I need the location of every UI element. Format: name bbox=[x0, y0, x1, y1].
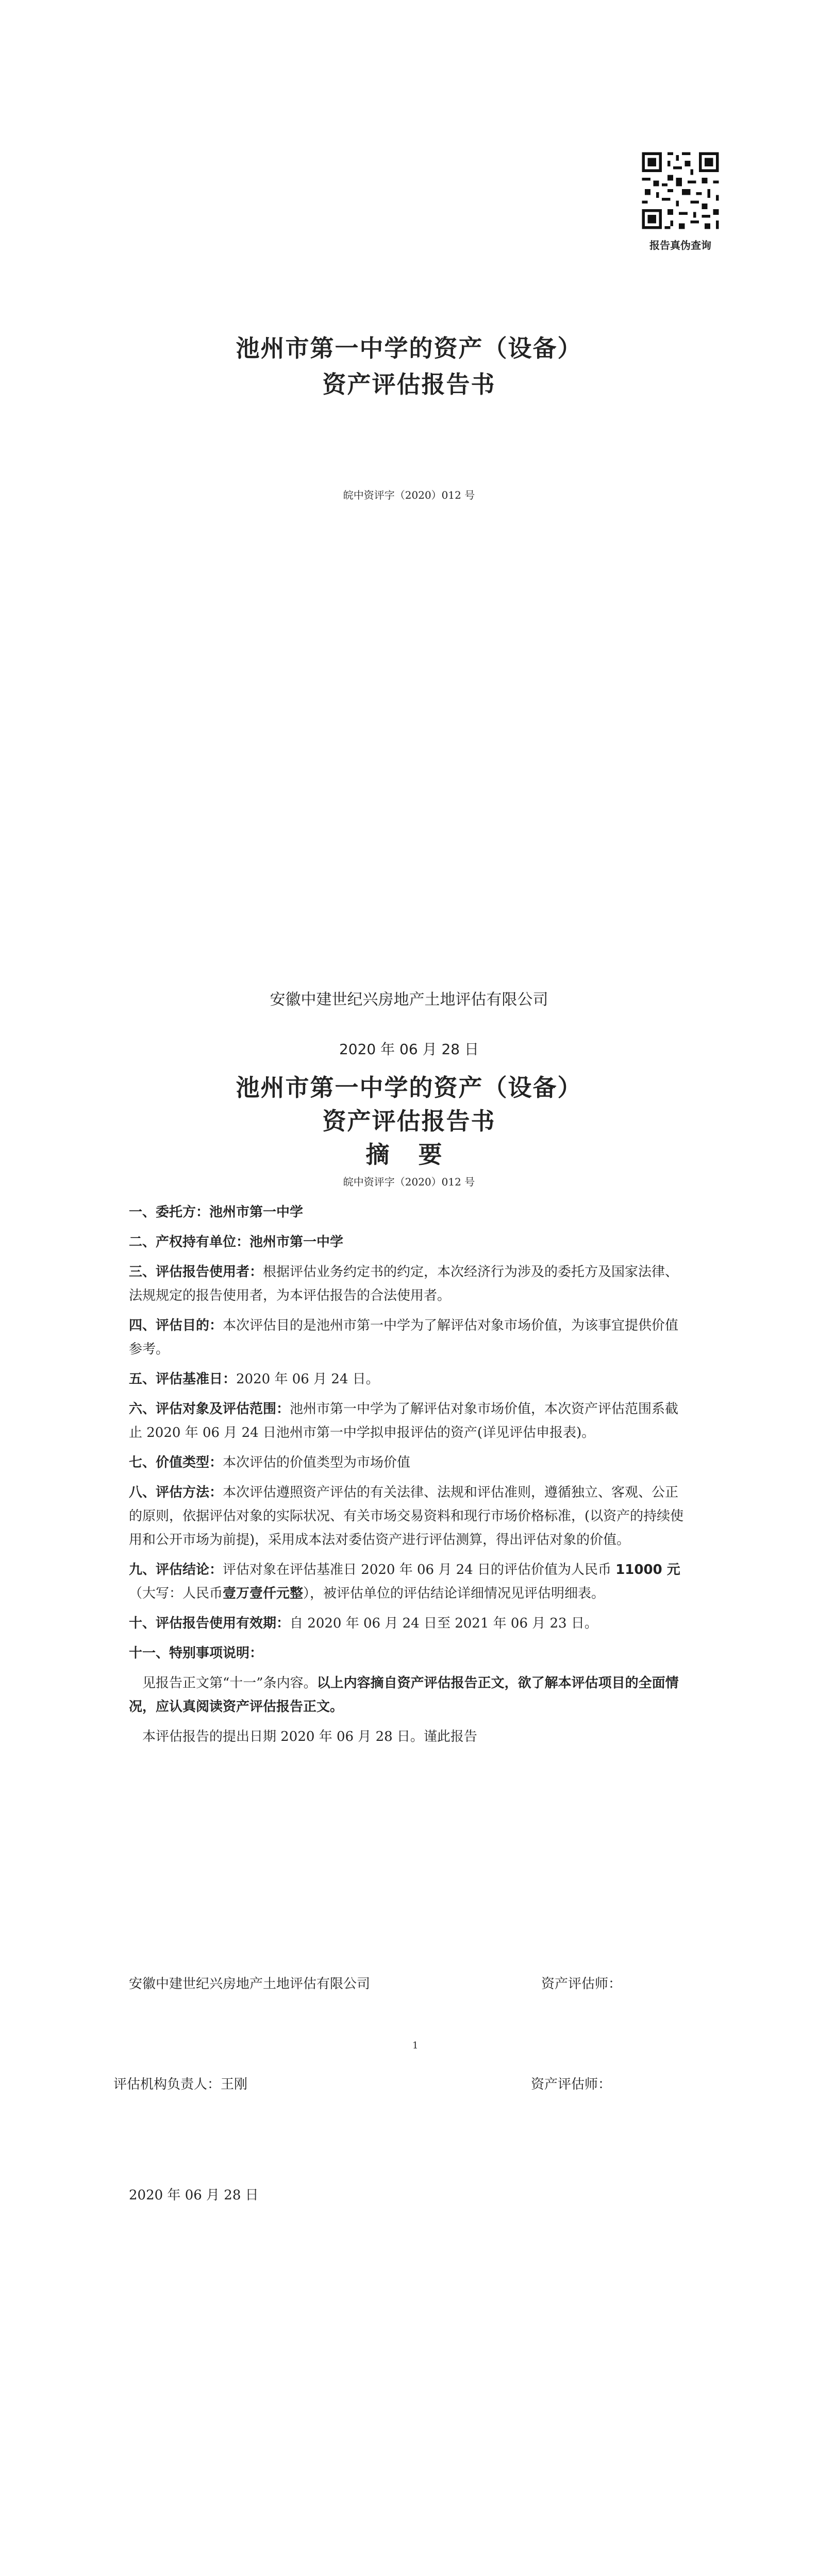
seal-number: 1 bbox=[412, 2040, 419, 2051]
summary-body bbox=[129, 1200, 691, 1755]
summary-item-6: 六、评估对象及评估范围：池州市第一中学为了解评估对象市场价值，本次资产评估范围系截止 2020 年 06 月 24 日池州市第一中学拟申报评估的资产(详见评估申报表)。 bbox=[129, 1401, 679, 1440]
summary-item-4: 四、评估目的：本次评估目的是池州市第一中学为了解评估对象市场价值，为该事宜提供价值参考。 bbox=[129, 1318, 679, 1357]
summary-item-7: 七、价值类型：本次评估的价值类型为市场价值 bbox=[129, 1455, 411, 1470]
special-note: 见报告正文第“十一”条内容。以上内容摘自资产评估报告正文，欲了解本评估项目的全面情况，应认真阅读资产评估报告正文。 bbox=[129, 1675, 679, 1715]
cover-title-line2: 资产评估报告书 bbox=[322, 370, 496, 398]
summary-item-9: 九、评估结论：评估对象在评估基准日 2020 年 06 月 24 日的评估价值为人民币 11000 元（大写：人民币壹万壹仟元整），被评估单位的评估结论详细情况见评估明细表。 bbox=[129, 1562, 680, 1601]
summary-item-2: 二、产权持有单位：池州市第一中学 bbox=[129, 1234, 344, 1250]
summary-item-3: 三、评估报告使用者：根据评估业务约定书的约定，本次经济行为涉及的委托方及国家法律、法规规定的报告使用者，为本评估报告的合法使用者。 bbox=[129, 1264, 679, 1303]
cover-doc-number: 皖中资评字（2020）012 号 bbox=[343, 489, 475, 501]
sign-appraiser-1: 资产评估师： bbox=[541, 1976, 622, 1992]
summary-item-10: 十、评估报告使用有效期：自 2020 年 06 月 24 日至 2021 年 06 月 23 日。 bbox=[129, 1616, 598, 1631]
summary-title-line1: 池州市第一中学的资产（设备） bbox=[236, 1074, 582, 1101]
summary-item-5: 五、评估基准日：2020 年 06 月 24 日。 bbox=[129, 1371, 379, 1387]
cover-date: 2020 年 06 月 28 日 bbox=[339, 1041, 479, 1058]
summary-title-abstract: 摘 要 bbox=[365, 1141, 453, 1168]
summary-item-1: 一、委托方：池州市第一中学 bbox=[129, 1205, 304, 1220]
cover-company: 安徽中建世纪兴房地产土地评估有限公司 bbox=[270, 991, 548, 1009]
qr-caption: 报告真伪查询 bbox=[649, 239, 711, 251]
summary-item-11: 十一、特别事项说明： bbox=[129, 1646, 263, 1661]
closing-statement: 本评估报告的提出日期 2020 年 06 月 28 日。谨此报告 bbox=[142, 1729, 477, 1744]
sign-institution-head: 评估机构负责人：王刚 bbox=[113, 2077, 248, 2092]
sign-appraiser-2: 资产评估师： bbox=[531, 2077, 612, 2092]
sign-date: 2020 年 06 月 28 日 bbox=[129, 2188, 259, 2203]
qr-code[interactable] bbox=[639, 149, 722, 232]
summary-title-line2: 资产评估报告书 bbox=[322, 1107, 496, 1135]
cover-title-line1: 池州市第一中学的资产（设备） bbox=[236, 334, 582, 362]
summary-doc-number: 皖中资评字（2020）012 号 bbox=[343, 1176, 475, 1188]
summary-item-8: 八、评估方法：本次评估遵照资产评估的有关法律、法规和评估准则，遵循独立、客观、公正的原则，依据评估对象的实际状况、有关市场交易资料和现行市场价格标准，(以资产的持续使用和公开市场为前提)，采用成本法对委估资产进行评估测算，得出评估对象的价值。 bbox=[129, 1485, 684, 1548]
sign-company: 安徽中建世纪兴房地产土地评估有限公司 bbox=[129, 1976, 371, 1992]
